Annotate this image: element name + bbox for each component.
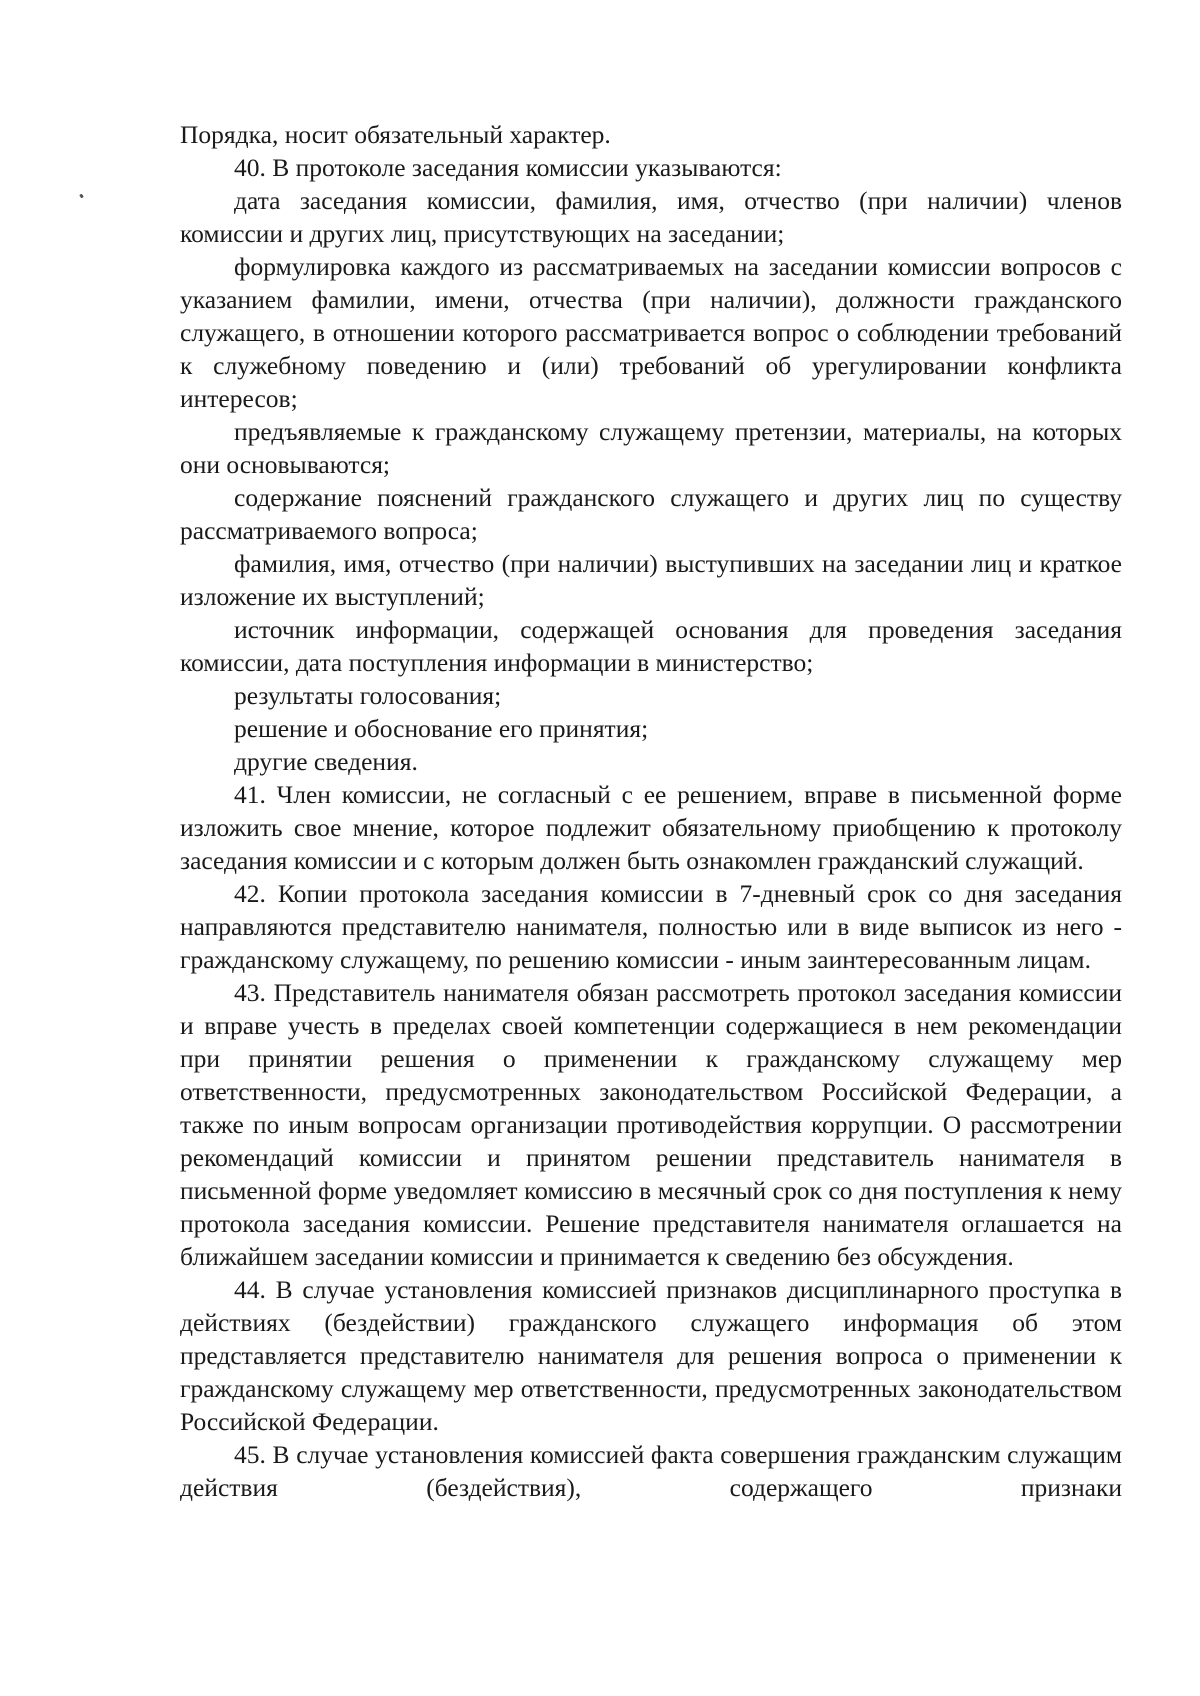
paragraph-item-41: 41. Член комиссии, не согласный с ее решением, вправе в письменной форме изложить свое мнение, которое подлежит обязательному приобщению к протоколу заседания комиссии и с которым должен быть ознакомлен гражданский служащий. bbox=[180, 780, 1122, 875]
paragraph-item-45: 45. В случае установления комиссией факта совершения гражданским служащим действия (бездействия), содержащего признаки bbox=[180, 1440, 1122, 1502]
paragraph-item-44: 44. В случае установления комиссией признаков дисциплинарного проступка в действиях (бездействии) гражданского служащего информация об этом представляется представителю нанимателя для решения вопроса о применении к гражданскому служащему мер ответственности, предусмотренных законодательством Российской Федерации. bbox=[180, 1275, 1122, 1436]
paragraph-item-40: 40. В протоколе заседания комиссии указываются: bbox=[234, 153, 782, 182]
paragraph-1: Порядка, носит обязательный характер. bbox=[180, 120, 611, 149]
paragraph-6: содержание пояснений гражданского служащего и других лиц по существу рассматриваемого вопроса; bbox=[180, 483, 1122, 545]
paragraph-5: предъявляемые к гражданскому служащему претензии, материалы, на которых они основываются; bbox=[180, 417, 1122, 479]
scan-mark bbox=[79, 194, 84, 199]
paragraph-9: результаты голосования; bbox=[234, 681, 502, 710]
paragraph-11: другие сведения. bbox=[234, 747, 418, 776]
paragraph-10: решение и обоснование его принятия; bbox=[234, 714, 649, 743]
document-body bbox=[180, 118, 1122, 1504]
paragraph-4: формулировка каждого из рассматриваемых на заседании комиссии вопросов с указанием фамилии, имени, отчества (при наличии), должности гражданского служащего, в отношении которого рассматривается вопрос о соблюдении требований к служебному поведению и (или) требований об урегулировании конфликта интересов; bbox=[180, 252, 1122, 413]
paragraph-3: дата заседания комиссии, фамилия, имя, отчество (при наличии) членов комиссии и других лиц, присутствующих на заседании; bbox=[180, 186, 1122, 248]
paragraph-item-43: 43. Представитель нанимателя обязан рассмотреть протокол заседания комиссии и вправе учесть в пределах своей компетенции содержащиеся в нем рекомендации при принятии решения о применении к гражданскому служащему мер ответственности, предусмотренных законодательством Российской Федерации, а также по иным вопросам организации противодействия коррупции. О рассмотрении рекомендаций комиссии и принятом решении представитель нанимателя в письменной форме уведомляет комиссию в месячный срок со дня поступления к нему протокола заседания комиссии. Решение представителя нанимателя оглашается на ближайшем заседании комиссии и принимается к сведению без обсуждения. bbox=[180, 978, 1122, 1271]
paragraph-7: фамилия, имя, отчество (при наличии) выступивших на заседании лиц и краткое изложение их выступлений; bbox=[180, 549, 1122, 611]
paragraph-8: источник информации, содержащей основания для проведения заседания комиссии, дата поступления информации в министерство; bbox=[180, 615, 1122, 677]
paragraph-item-42: 42. Копии протокола заседания комиссии в 7-дневный срок со дня заседания направляются представителю нанимателя, полностью или в виде выписок из него - гражданскому служащему, по решению комиссии - иным заинтересованным лицам. bbox=[180, 879, 1122, 974]
